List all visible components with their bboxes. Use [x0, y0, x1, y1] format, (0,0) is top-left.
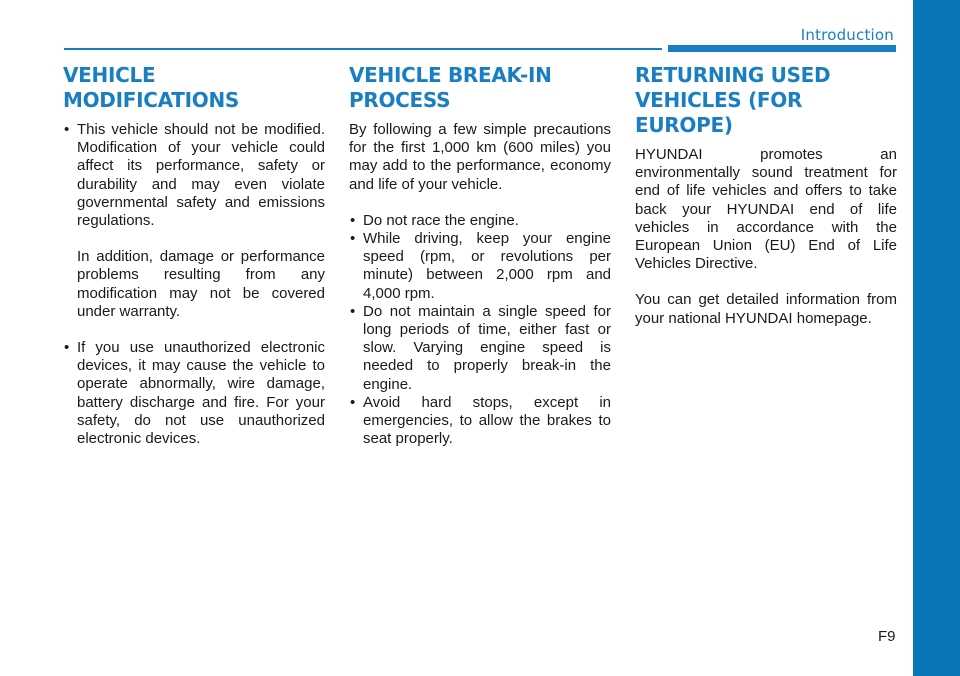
bullet-list: [349, 212, 611, 449]
page-number: F9: [878, 628, 896, 645]
section-title: VEHICLE MODIFICATIONS: [63, 63, 239, 112]
column-break-in-process: [349, 63, 611, 466]
paragraph: By following a few simple precautions for the first 1,000 km (600 miles) you may add to the performance, economy and life of your vehicle.: [349, 121, 611, 193]
section-header: Introduction: [800, 26, 894, 44]
paragraph: HYUNDAI promotes an environmentally sound treatment for end of life vehicles and offers to take back your HYUNDAI end of life vehicles in accordance with the European Union (EU) End of Life Vehicles Directive.: [635, 146, 897, 273]
list-item: • If you use unauthorized electronic devices, it may cause the vehicle to operate abnormally, wire damage, battery discharge and fire. For your safety, do not use unauthorized electronic devices.: [63, 339, 325, 448]
section-title: RETURNING USED VEHICLES (FOR EUROPE): [635, 63, 831, 137]
column-vehicle-modifications: [63, 63, 325, 466]
paragraph: You can get detailed information from your national HYUNDAI homepage.: [635, 291, 897, 327]
list-item: • While driving, keep your engine speed (rpm, or revolutions per minute) between 2,000 rpm and 4,000 rpm.: [349, 230, 611, 303]
list-item: • Avoid hard stops, except in emergencies, to allow the brakes to seat properly.: [349, 394, 611, 449]
bullet-list: [63, 121, 325, 230]
list-item: • Do not race the engine.: [349, 212, 611, 230]
paragraph: In addition, damage or performance problems resulting from any modification may not be covered under warranty.: [77, 248, 325, 320]
list-item: • This vehicle should not be modified. Modification of your vehicle could affect its performance, safety or durability and may even violate governmental safety and emissions regulations.: [63, 121, 325, 230]
header-rule-accent: [668, 45, 896, 52]
side-tab: [913, 0, 960, 676]
bullet-list: [63, 339, 325, 448]
header-rule: [64, 48, 662, 50]
list-item: • Do not maintain a single speed for long periods of time, either fast or slow. Varying engine speed is needed to properly break-in the engine.: [349, 303, 611, 394]
column-returning-used-vehicles: [635, 63, 897, 346]
section-title: VEHICLE BREAK-IN PROCESS: [349, 63, 552, 112]
